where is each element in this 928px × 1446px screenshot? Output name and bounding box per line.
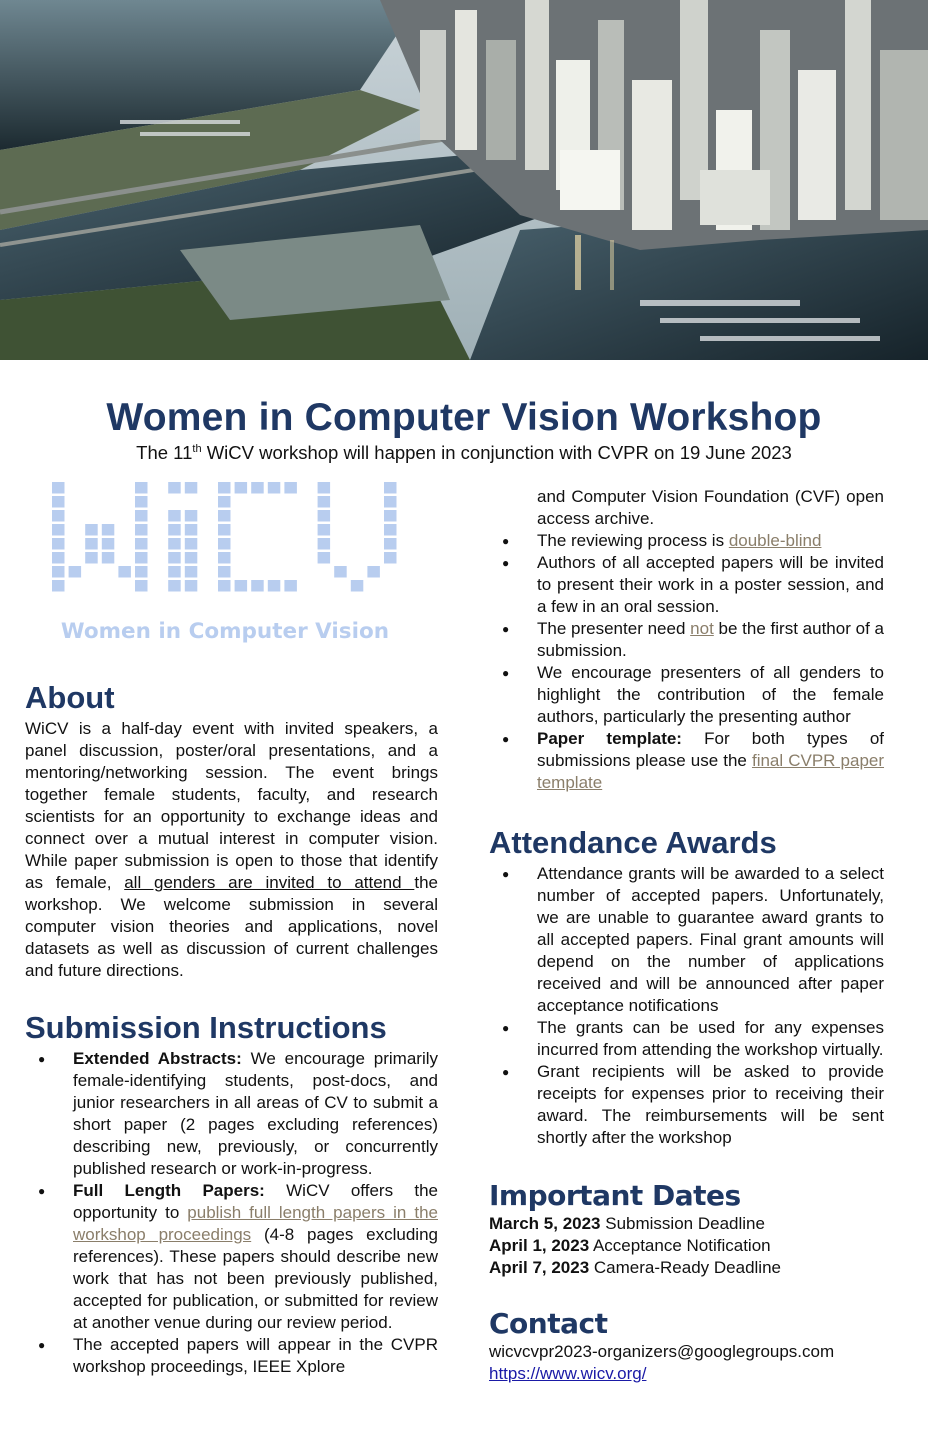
submission-list-continued [489, 530, 884, 794]
wordmark-block [384, 510, 397, 522]
submission-list [25, 1048, 438, 1378]
review-process-text: The reviewing process is [537, 531, 729, 550]
subtitle-ordinal-suffix: th [192, 442, 202, 455]
wordmark-block [168, 510, 181, 522]
date-row [489, 1213, 884, 1235]
list-item-extended-abstracts [25, 1048, 438, 1180]
wordmark-block [52, 580, 65, 592]
date-value: April 7, 2023 [489, 1258, 590, 1277]
page-subtitle [0, 442, 928, 464]
paper-template-label: Paper template: [537, 729, 682, 748]
wordmark-block [52, 566, 65, 578]
full-length-text-1: WiCV offers the opportunity to [73, 1181, 438, 1222]
wordmark-block [135, 538, 148, 550]
wordmark-block [218, 566, 231, 578]
wordmark-block [218, 538, 231, 550]
wordmark-blocks [52, 482, 397, 592]
wordmark-block [185, 552, 198, 564]
wordmark-block [168, 538, 181, 550]
not-link[interactable]: not [690, 619, 714, 638]
wordmark-block [102, 538, 115, 550]
wordmark-block [334, 566, 347, 578]
attendance-heading: Attendance Awards [489, 825, 777, 860]
logo-caption: Women in Computer Vision [60, 619, 390, 644]
wordmark-block [268, 482, 281, 494]
wordmark-block [318, 482, 331, 494]
wordmark-block [135, 552, 148, 564]
accepted-papers-continuation: and Computer Vision Foundation (CVF) open access archive. [537, 487, 884, 528]
hero-city-photo [0, 0, 928, 360]
cvpr-template-link[interactable]: final CVPR paper template [537, 751, 885, 792]
page-title: Women in Computer Vision Workshop [106, 396, 822, 439]
date-label: Camera-Ready Deadline [589, 1258, 781, 1277]
website-link[interactable]: https://www.wicv.org/ [489, 1364, 647, 1383]
wordmark-block [135, 482, 148, 494]
wordmark-block [52, 552, 65, 564]
wordmark-block [52, 524, 65, 536]
extended-abstracts-text: We encourage primarily female-identifying students, post-docs, and junior researchers in all areas of CV to submit a short paper (2 pages excluding references) describing new, previously, or concurrently published research or work-in-progress. [73, 1049, 438, 1178]
wordmark-block [185, 482, 198, 494]
list-item: ● Attendance grants will be awarded to a select number of accepted papers. Unfortunately, we are unable to guarantee award grants to all accepted papers. Final grant amounts will depend on the number of applications received and will be announced after paper acceptance notifications [489, 863, 884, 1017]
about-text-1: WiCV is a half-day event with invited speakers, a panel discussion, poster/oral presentations, and a mentoring/networking session. The event brings together female students, faculty, and research scientists for an opportunity to exchange ideas and connect over a mutual interest in computer vision. While paper submission is open to those that identify as female, [25, 719, 438, 892]
date-label: Acceptance Notification [589, 1236, 771, 1255]
full-length-text-2: (4-8 pages excluding references). These papers should describe new work that has not been previously published, accepted for publication, or submitted for review at another venue during our review period. [73, 1225, 438, 1332]
wordmark-block [218, 496, 231, 508]
wordmark-block [384, 552, 397, 564]
wordmark-block [185, 566, 198, 578]
wordmark-block [52, 496, 65, 508]
list-item-review-process [489, 530, 884, 552]
wordmark-block [367, 566, 380, 578]
date-value: April 1, 2023 [489, 1236, 590, 1255]
list-item-full-length-papers [25, 1180, 438, 1334]
left-column [25, 680, 438, 1378]
wordmark-block [218, 552, 231, 564]
wordmark-block [135, 510, 148, 522]
right-column [489, 486, 884, 1385]
list-item-presenter [489, 618, 884, 662]
list-item: ● Grant recipients will be asked to provide receipts for expenses prior to receiving their award. The reimbursements will be sent shortly after the workshop [489, 1061, 884, 1149]
wordmark-block [185, 524, 198, 536]
all-genders-link[interactable]: all genders are invited to attend [124, 873, 415, 892]
wordmark-block [185, 580, 198, 592]
about-heading: About [25, 680, 115, 715]
wordmark-block [218, 580, 231, 592]
wordmark-block [284, 580, 297, 592]
wordmark-block [168, 566, 181, 578]
date-label: Submission Deadline [600, 1214, 765, 1233]
list-item-encourage [489, 662, 884, 728]
city-waterfront-illustration [0, 0, 928, 360]
date-row [489, 1257, 884, 1279]
list-item-paper-template [489, 728, 884, 794]
wordmark-block [185, 510, 198, 522]
about-paragraph [25, 718, 438, 982]
wordmark-block [284, 482, 297, 494]
wicv-logo [48, 478, 418, 648]
wordmark-block [251, 580, 264, 592]
presenter-text-1: The presenter need [537, 619, 691, 638]
subtitle-prefix: The 11 [136, 442, 193, 463]
wicv-pixel-wordmark [48, 478, 418, 648]
wordmark-block [118, 566, 130, 578]
encourage-text: We encourage presenters of all genders to highlight the contribution of the female authors, particularly the presenting author [537, 663, 884, 726]
wordmark-block [52, 510, 65, 522]
wordmark-block [268, 580, 281, 592]
accepted-papers-text: The accepted papers will appear in the CVPR workshop proceedings, IEEE Xplore [73, 1335, 438, 1376]
double-blind-link[interactable]: double-blind [728, 531, 822, 550]
wordmark-block [318, 538, 331, 550]
contact-heading: Contact [489, 1307, 608, 1340]
wordmark-block [318, 510, 331, 522]
wordmark-block [168, 482, 181, 494]
wordmark-block [52, 482, 65, 494]
wordmark-block [251, 482, 264, 494]
wordmark-block [168, 552, 181, 564]
presenter-text-2: be the first author of a submission. [537, 619, 884, 660]
important-dates-heading: Important Dates [489, 1179, 741, 1212]
authors-present-text: Authors of all accepted papers will be invited to present their work in a poster session, and a few in an oral session. [537, 553, 884, 616]
wordmark-block [185, 538, 198, 550]
wordmark-block [218, 524, 231, 536]
wordmark-block [384, 496, 397, 508]
attendance-list [489, 863, 884, 1149]
wordmark-block [168, 524, 181, 536]
wordmark-block [384, 482, 397, 494]
wordmark-block [318, 496, 331, 508]
wordmark-block [168, 580, 181, 592]
contact-email: wicvcvpr2023-organizers@googlegroups.com [489, 1342, 835, 1361]
wordmark-block [135, 580, 148, 592]
wordmark-block [135, 566, 148, 578]
wordmark-block [318, 552, 331, 564]
about-text-2: the workshop. We welcome submission in several computer vision theories and applications, novel datasets as well as discussion of current challenges and future directions. [25, 873, 438, 980]
paper-template-text: For both types of submissions please use the [537, 729, 884, 770]
wordmark-block [85, 538, 98, 550]
extended-abstracts-label: Extended Abstracts: [73, 1049, 242, 1068]
wordmark-block [218, 510, 231, 522]
wordmark-block [85, 552, 98, 564]
wordmark-block [218, 482, 231, 494]
wordmark-block [235, 580, 248, 592]
date-row [489, 1235, 884, 1257]
wordmark-block [135, 524, 148, 536]
wordmark-block [52, 538, 65, 550]
list-item-accepted-papers [25, 1334, 438, 1378]
wordmark-block [384, 538, 397, 550]
wordmark-block [102, 524, 115, 536]
wordmark-block [351, 580, 364, 592]
list-item-authors-present [489, 552, 884, 618]
wordmark-block [235, 482, 248, 494]
date-value: March 5, 2023 [489, 1214, 601, 1233]
list-item: ● The grants can be used for any expenses incurred from attending the workshop virtually. [489, 1017, 884, 1061]
wordmark-block [384, 524, 397, 536]
subtitle-suffix: WiCV workshop will happen in conjunction with CVPR on 19 June 2023 [201, 442, 792, 463]
wordmark-block [69, 566, 82, 578]
wordmark-block [85, 524, 98, 536]
wordmark-block [135, 496, 148, 508]
wordmark-block [318, 524, 331, 536]
full-length-papers-label: Full Length Papers: [73, 1181, 265, 1200]
submission-heading: Submission Instructions [25, 1010, 387, 1045]
wordmark-block [102, 552, 115, 564]
proceedings-link[interactable]: publish full length papers in the workshop proceedings [73, 1203, 438, 1244]
